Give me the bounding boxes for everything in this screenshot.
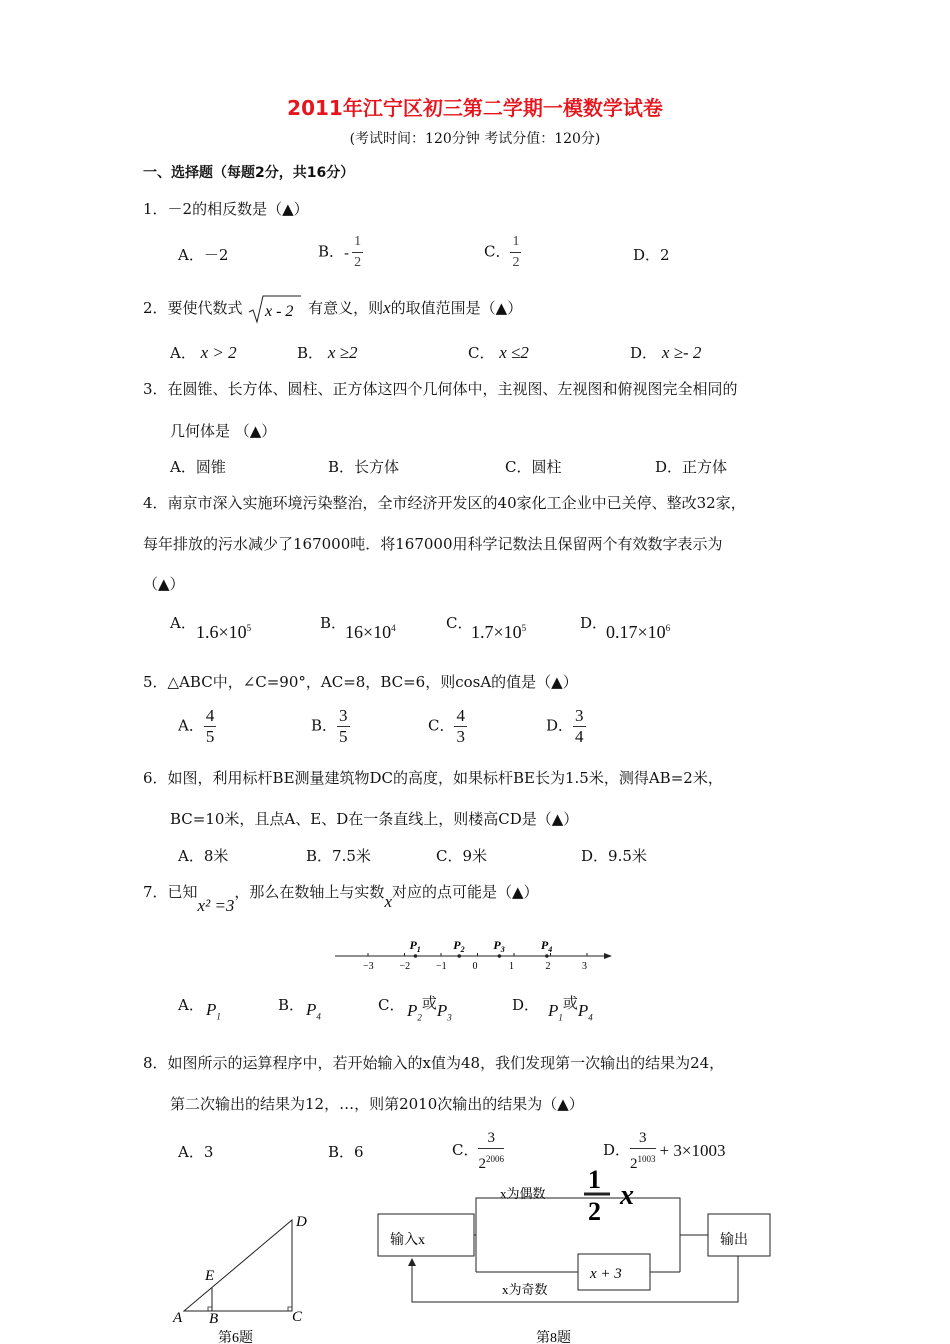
q6-option-c: C．9米 — [436, 847, 488, 865]
figure-8-caption: 第8题 — [536, 1331, 571, 1344]
label-a: A — [173, 1310, 183, 1326]
half-variable: x — [620, 1180, 634, 1211]
axis-tick-label: 3 — [582, 961, 587, 972]
question-3: 3．在圆锥、长方体、圆柱、正方体这四个几何体中，主视图、左视图和俯视图完全相同的 — [143, 380, 738, 398]
point-marker — [414, 954, 418, 958]
point-label: $P_4$ — [540, 938, 553, 954]
q8-option-d: D． $\frac{3}{2^{1003}}$ + 3×1003 — [603, 1130, 726, 1172]
q4-option-c: C． — [446, 614, 473, 632]
figure-8-flowchart — [370, 1168, 780, 1344]
section-heading: 一、选择题（每题2分，共16分） — [143, 165, 355, 181]
label-c: C — [292, 1309, 303, 1325]
q7-option-c: C． — [378, 996, 405, 1014]
q5-option-a: A． $\frac{4}{5}$ — [178, 706, 215, 746]
q7-c-value: $P_2$或$P_3$ — [407, 994, 452, 1023]
q7-d-value: $P_1$或$P_4$ — [548, 994, 593, 1023]
q3-option-a: A．圆锥 — [170, 458, 226, 476]
page-title: 2011年江宁区初三第二学期一模数学试卷 — [287, 96, 663, 120]
axis-tick-label: 2 — [545, 961, 551, 972]
exam-info: (考试时间：120分钟 考试分值：120分) — [349, 131, 601, 147]
q4-b-value: $16\times 10^4$ — [345, 622, 396, 642]
label-b: B — [209, 1311, 219, 1327]
q7-b-value: $P_4$ — [306, 1000, 321, 1022]
q1-option-a: A．－2 — [178, 246, 229, 264]
question-4-answer-slot: （▲） — [143, 575, 185, 593]
q1-option-b: B．- $\frac{1}{2}$ — [318, 234, 362, 270]
question-4: 4．南京市深入实施环境污染整治，全市经济开发区的40家化工企业中已关停、整改32家， — [143, 494, 746, 512]
number-line — [330, 934, 620, 974]
question-8: 8．如图所示的运算程序中，若开始输入的x值为48，我们发现第一次输出的结果为24， — [143, 1054, 725, 1072]
q4-option-b: B． — [320, 614, 347, 632]
q2-option-c: C． x ≤2 — [468, 343, 529, 362]
question-3-cont: 几何体是 （▲） — [170, 422, 277, 440]
q1-option-c: C． $\frac{1}{2}$ — [484, 234, 520, 270]
odd-label: x为奇数 — [502, 1282, 548, 1297]
half-denominator: 2 — [588, 1197, 601, 1226]
question-6-cont: BC=10米，且点A、E、D在一条直线上，则楼高CD是（▲） — [170, 810, 579, 828]
axis-tick-label: −1 — [436, 961, 447, 972]
output-label: 输出 — [720, 1233, 748, 1248]
question-8-cont: 第二次输出的结果为12，…，则第2010次输出的结果为（▲） — [170, 1095, 584, 1113]
q5-option-b: B． $\frac{3}{5}$ — [311, 706, 348, 746]
q4-a-value: $1.6\times 10^5$ — [196, 622, 252, 642]
q6-option-d: D．9.5米 — [581, 847, 647, 865]
q2-option-a: A． x > 2 — [170, 343, 237, 362]
point-label: $P_3$ — [493, 938, 505, 954]
q3-option-c: C．圆柱 — [505, 458, 562, 476]
question-7: 7．已知x² =3，那么在数轴上与实数x对应的点可能是（▲） — [143, 883, 539, 915]
q2-option-d: D． x ≥- 2 — [630, 343, 702, 362]
label-e: E — [205, 1268, 215, 1284]
question-6: 6．如图，利用标杆BE测量建筑物DC的高度，如果标杆BE长为1.5米，测得AB=2米， — [143, 769, 723, 787]
q7-a-value: $P_1$ — [206, 1000, 221, 1022]
q6-option-b: B．7.5米 — [306, 847, 371, 865]
sqrt-expression — [247, 294, 303, 324]
q1-option-d: D．2 — [633, 246, 670, 264]
q5-option-c: C． $\frac{4}{3}$ — [428, 706, 465, 746]
q3-option-b: B．长方体 — [328, 458, 400, 476]
point-marker — [498, 954, 502, 958]
point-label: $P_1$ — [409, 938, 421, 954]
add-three-label: x + 3 — [590, 1266, 622, 1282]
q8-option-b: B．6 — [328, 1143, 364, 1161]
svg-text:x - 2: x - 2 — [265, 303, 294, 320]
q7-option-a: A． — [178, 996, 204, 1014]
q6-option-a: A．8米 — [178, 847, 229, 865]
question-4-cont: 每年排放的污水减少了167000吨．将167000用科学记数法且保留两个有效数字表示为 — [143, 535, 723, 553]
point-marker — [545, 954, 549, 958]
q5-option-d: D． $\frac{3}{4}$ — [546, 706, 584, 746]
even-label: x为偶数 — [500, 1186, 546, 1201]
label-d: D — [296, 1214, 307, 1230]
axis-tick-label: −2 — [399, 961, 411, 972]
question-5: 5．△ABC中，∠C=90°，AC=8，BC=6，则cosA的值是（▲） — [143, 673, 578, 691]
q7-option-b: B． — [278, 996, 305, 1014]
question-2: 2．要使代数式 x - 2 有意义，则x的取值范围是（▲） — [143, 294, 522, 324]
axis-tick-label: 0 — [472, 961, 478, 972]
q4-option-d: D． — [580, 614, 608, 632]
figure-6-caption: 第6题 — [218, 1331, 253, 1344]
q7-option-d: D． — [512, 996, 540, 1014]
point-marker — [457, 954, 461, 958]
figure-6-diagram — [168, 1210, 318, 1344]
q8-option-c: C． $\frac{3}{2^{2006}}$ — [452, 1130, 504, 1172]
point-label: $P_2$ — [453, 938, 465, 954]
q3-option-d: D．正方体 — [655, 458, 728, 476]
question-1: 1．－2的相反数是（▲） — [143, 200, 309, 218]
q4-option-a: A． — [170, 614, 196, 632]
q8-option-a: A．3 — [178, 1143, 214, 1161]
q4-c-value: $1.7\times 10^5$ — [471, 622, 527, 642]
q2-option-b: B． x ≥2 — [297, 343, 358, 362]
axis-tick-label: −3 — [363, 961, 374, 972]
input-label: 输入x — [390, 1233, 425, 1248]
axis-tick-label: 1 — [509, 961, 514, 972]
half-numerator: 1 — [588, 1168, 601, 1194]
q4-d-value: $0.17\times 10^6$ — [606, 622, 671, 642]
